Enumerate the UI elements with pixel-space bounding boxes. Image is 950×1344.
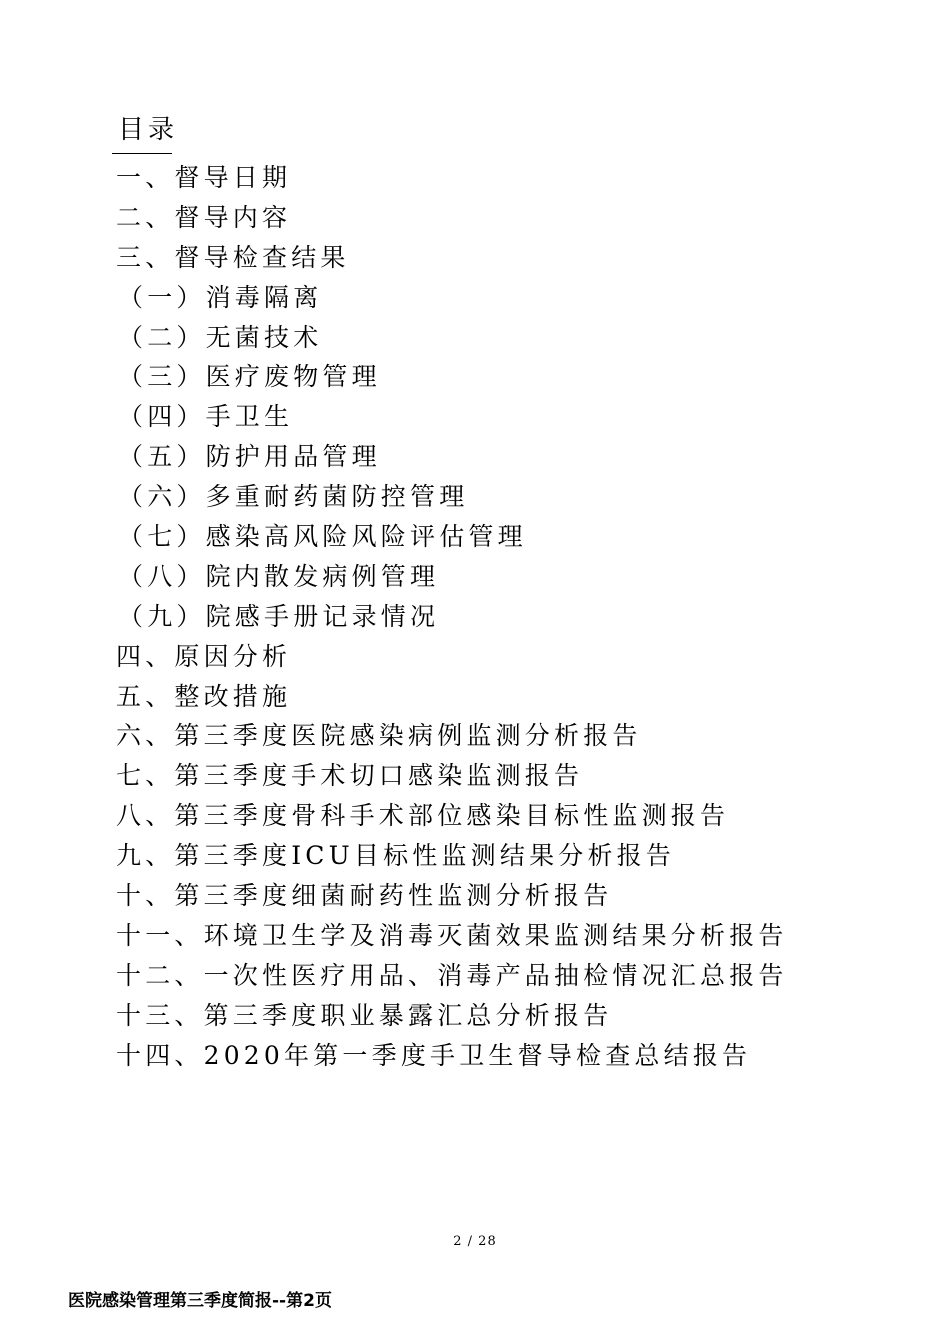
toc-subitem-4: （四）手卫生 xyxy=(118,402,294,432)
toc-subitem-7: （七）感染高风险风险评估管理 xyxy=(118,522,527,552)
toc-title: 目录 xyxy=(118,115,179,145)
toc-item-1: 一、督导日期 xyxy=(116,163,292,192)
toc-subitem-3: （三）医疗废物管理 xyxy=(118,362,381,392)
toc-item-13: 十三、第三季度职业暴露汇总分析报告 xyxy=(116,1000,613,1030)
toc-item-2: 二、督导内容 xyxy=(116,202,292,232)
toc-item-9: 九、第三季度ICU目标性监测结果分析报告 xyxy=(116,841,676,871)
toc-item-6: 六、第三季度医院感染病例监测分析报告 xyxy=(116,721,642,751)
page-number: 2 / 28 xyxy=(453,1234,497,1249)
toc-item-7: 七、第三季度手术切口感染监测报告 xyxy=(116,761,584,791)
toc-subitem-9: （九）院感手册记录情况 xyxy=(118,601,440,631)
toc-subitem-5: （五）防护用品管理 xyxy=(118,442,381,472)
toc-item-14: 十四、2020年第一季度手卫生督导检查总结报告 xyxy=(116,1040,752,1070)
toc-subitem-2: （二）无菌技术 xyxy=(118,322,323,352)
toc-item-5: 五、整改措施 xyxy=(116,681,292,711)
toc-subitem-1: （一）消毒隔离 xyxy=(118,282,323,312)
toc-item-4: 四、原因分析 xyxy=(116,641,292,671)
toc-item-10: 十、第三季度细菌耐药性监测分析报告 xyxy=(116,881,613,911)
toc-subitem-6: （六）多重耐药菌防控管理 xyxy=(118,482,469,512)
toc-title-underline xyxy=(112,153,172,154)
toc-item-8: 八、第三季度骨科手术部位感染目标性监测报告 xyxy=(116,801,730,831)
footer-caption: 医院感染管理第三季度简报--第2页 xyxy=(68,1291,332,1311)
toc-list xyxy=(116,158,788,1075)
toc-item-12: 十二、一次性医疗用品、消毒产品抽检情况汇总报告 xyxy=(116,960,788,990)
toc-item-11: 十一、环境卫生学及消毒灭菌效果监测结果分析报告 xyxy=(116,920,788,950)
toc-subitem-8: （八）院内散发病例管理 xyxy=(118,561,440,591)
toc-item-3: 三、督导检查结果 xyxy=(116,242,350,272)
